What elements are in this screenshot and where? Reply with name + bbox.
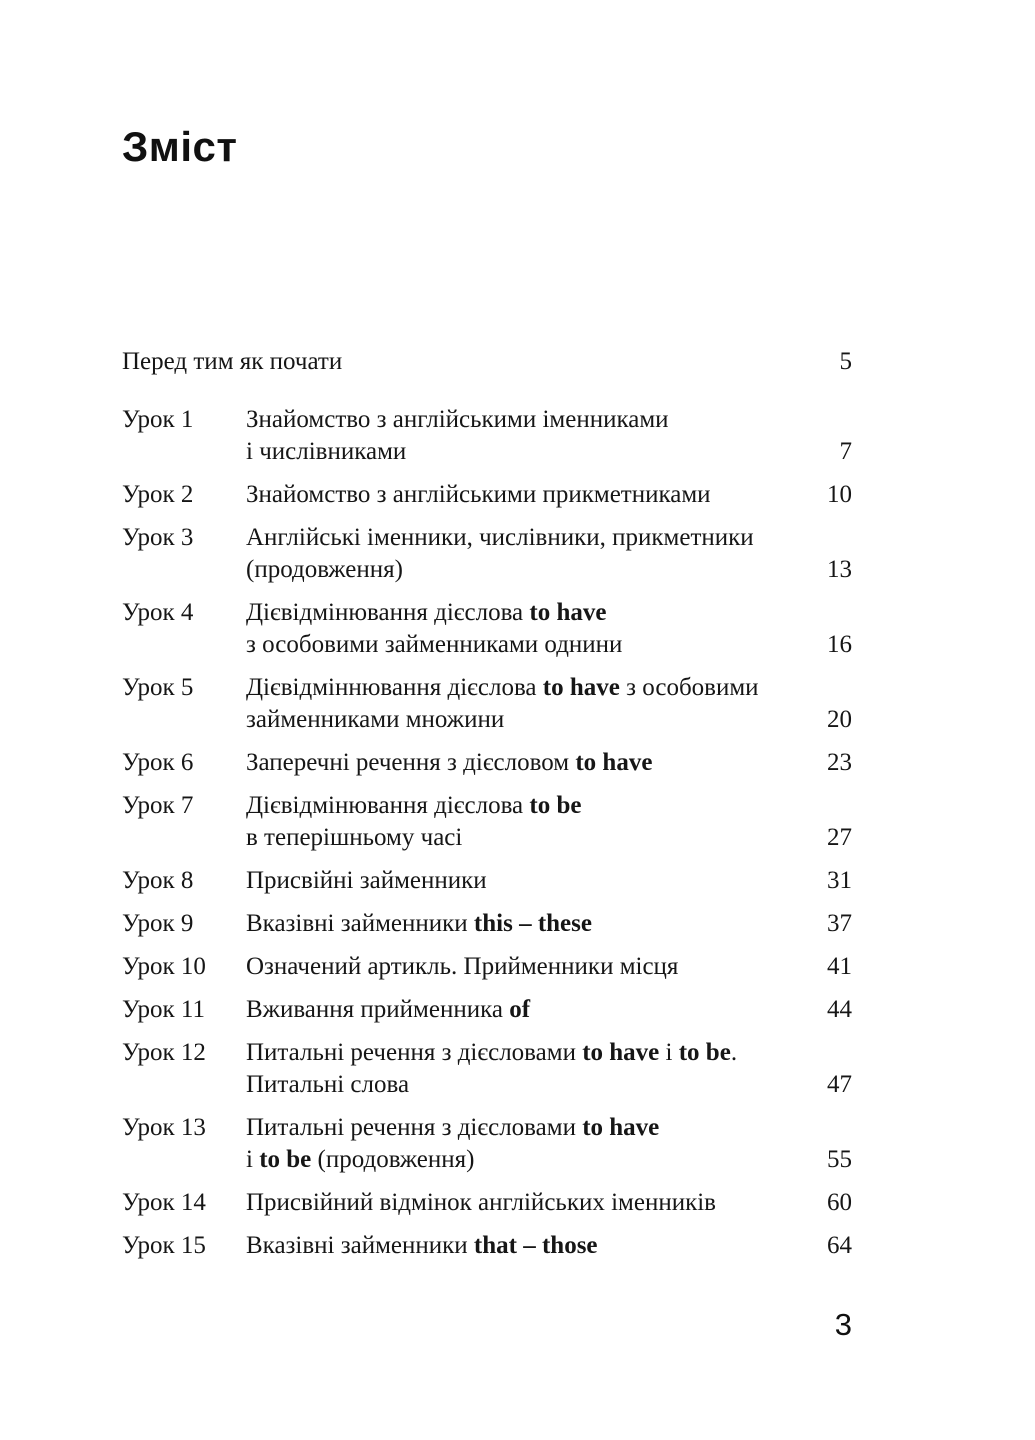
toc-bold-term: to have bbox=[582, 1114, 660, 1141]
toc-entry-title bbox=[246, 994, 790, 1026]
toc-text: Дієвідмінювання дієслова bbox=[246, 599, 530, 626]
toc-entry-label: Урок 8 bbox=[122, 867, 194, 894]
toc-entry-line bbox=[246, 1112, 790, 1144]
toc-entry bbox=[122, 346, 852, 378]
toc-entry-page: 5 bbox=[839, 348, 852, 375]
toc-entry-label: Урок 2 bbox=[122, 481, 194, 508]
toc-text: і числівниками bbox=[246, 438, 407, 465]
toc-entry-title bbox=[246, 404, 790, 468]
toc-entry-line bbox=[246, 1187, 790, 1219]
toc-entry-title bbox=[246, 522, 790, 586]
toc-entry-line bbox=[246, 597, 790, 629]
toc-entry-title bbox=[246, 1037, 790, 1101]
toc-entry-title bbox=[246, 790, 790, 854]
toc-entry bbox=[122, 865, 852, 897]
toc-text: займенниками множини bbox=[246, 706, 505, 733]
toc-list bbox=[122, 346, 852, 1262]
toc-entry-label: Урок 9 bbox=[122, 910, 194, 937]
toc-entry-page: 47 bbox=[827, 1071, 852, 1098]
toc-entry-label: Урок 10 bbox=[122, 953, 206, 980]
toc-entry bbox=[122, 747, 852, 779]
toc-entry bbox=[122, 790, 852, 854]
toc-entry-title bbox=[246, 479, 790, 511]
toc-entry-title bbox=[246, 1230, 790, 1262]
toc-text: Дієвідмінювання дієслова bbox=[246, 792, 530, 819]
toc-text: Вказівні займенники bbox=[246, 910, 474, 937]
toc-bold-term: to be bbox=[678, 1039, 731, 1066]
toc-entry bbox=[122, 522, 852, 586]
toc-text: в теперішньому часі bbox=[246, 824, 463, 851]
toc-entry-page: 55 bbox=[827, 1146, 852, 1173]
toc-entry-line bbox=[246, 790, 790, 822]
toc-entry-page: 64 bbox=[827, 1232, 852, 1259]
toc-entry-line bbox=[246, 908, 790, 940]
toc-bold-term: to have bbox=[575, 749, 653, 776]
toc-entry bbox=[122, 1037, 852, 1101]
footer-page-number: 3 bbox=[834, 1307, 852, 1342]
toc-entry bbox=[122, 479, 852, 511]
toc-entry-label: Урок 3 bbox=[122, 524, 194, 551]
toc-text: Присвійний відмінок англійських іменників bbox=[246, 1189, 716, 1216]
toc-text: Питальні речення з дієсловами bbox=[246, 1039, 583, 1066]
toc-entry-title bbox=[246, 951, 790, 983]
toc-text: (продовження) bbox=[246, 556, 403, 583]
toc-entry-line bbox=[246, 994, 790, 1026]
toc-text: і bbox=[246, 1146, 260, 1173]
toc-entry-page: 20 bbox=[827, 706, 852, 733]
toc-entry-page: 60 bbox=[827, 1189, 852, 1216]
toc-entry-label: Урок 13 bbox=[122, 1114, 206, 1141]
toc-entry bbox=[122, 1230, 852, 1262]
toc-entry-page: 41 bbox=[827, 953, 852, 980]
toc-text: Вживання прийменника bbox=[246, 996, 510, 1023]
toc-entry-page: 27 bbox=[827, 824, 852, 851]
toc-entry bbox=[122, 951, 852, 983]
toc-text: з особовими bbox=[619, 674, 759, 701]
toc-entry bbox=[122, 1187, 852, 1219]
toc-entry-label: Урок 4 bbox=[122, 599, 194, 626]
toc-entry-label: Урок 7 bbox=[122, 792, 194, 819]
toc-entry-label: Урок 11 bbox=[122, 996, 205, 1023]
toc-text: Англійські іменники, числівники, прикметники bbox=[246, 524, 754, 551]
toc-entry-page: 31 bbox=[827, 867, 852, 894]
toc-text: Питальні речення з дієсловами bbox=[246, 1114, 583, 1141]
toc-entry-title bbox=[246, 865, 790, 897]
toc-entry-title bbox=[246, 908, 790, 940]
toc-text: Вказівні займенники bbox=[246, 1232, 474, 1259]
toc-bold-term: to be bbox=[259, 1146, 312, 1173]
toc-entry-page: 44 bbox=[827, 996, 852, 1023]
toc-entry-page: 16 bbox=[827, 631, 852, 658]
toc-entry bbox=[122, 404, 852, 468]
toc-entry-line bbox=[246, 1144, 790, 1176]
toc-entry-line bbox=[246, 951, 790, 983]
toc-bold-term: that – those bbox=[473, 1232, 598, 1259]
toc-entry-line bbox=[246, 629, 790, 661]
toc-text: Дієвідміннювання дієслова bbox=[246, 674, 543, 701]
toc-entry-line bbox=[122, 346, 790, 378]
toc-text: Присвійні займенники bbox=[246, 867, 487, 894]
toc-entry-title bbox=[122, 346, 790, 378]
toc-entry-label: Урок 5 bbox=[122, 674, 194, 701]
toc-entry bbox=[122, 1112, 852, 1176]
toc-entry-page: 13 bbox=[827, 556, 852, 583]
toc-bold-term: to have bbox=[542, 674, 620, 701]
toc-bold-term: this – these bbox=[473, 910, 592, 937]
toc-entry bbox=[122, 994, 852, 1026]
toc-text: (продовження) bbox=[311, 1146, 475, 1173]
toc-entry bbox=[122, 908, 852, 940]
toc-text: Знайомство з англійськими іменниками bbox=[246, 406, 669, 433]
toc-text: і bbox=[659, 1039, 679, 1066]
toc-entry-label: Урок 6 bbox=[122, 749, 194, 776]
toc-entry-line bbox=[246, 522, 790, 554]
toc-entry-label: Урок 15 bbox=[122, 1232, 206, 1259]
toc-entry-label: Урок 14 bbox=[122, 1189, 206, 1216]
toc-entry bbox=[122, 597, 852, 661]
toc-entry-line bbox=[246, 479, 790, 511]
toc-entry-title bbox=[246, 1112, 790, 1176]
toc-text: Означений артикль. Прийменники місця bbox=[246, 953, 679, 980]
toc-entry-title bbox=[246, 672, 790, 736]
toc-bold-term: to be bbox=[529, 792, 582, 819]
toc-entry-page: 7 bbox=[839, 438, 852, 465]
toc-bold-term: of bbox=[509, 996, 531, 1023]
toc-entry-line bbox=[246, 747, 790, 779]
toc-entry bbox=[122, 672, 852, 736]
toc-bold-term: to have bbox=[529, 599, 607, 626]
toc-entry-line bbox=[246, 554, 790, 586]
toc-entry-title bbox=[246, 597, 790, 661]
toc-entry-line bbox=[246, 1037, 790, 1069]
toc-text: Знайомство з англійськими прикметниками bbox=[246, 481, 711, 508]
toc-entry-label: Урок 12 bbox=[122, 1039, 206, 1066]
toc-entry-page: 23 bbox=[827, 749, 852, 776]
toc-entry-line bbox=[246, 436, 790, 468]
page-title: Зміст bbox=[122, 123, 238, 170]
toc-entry-line bbox=[246, 672, 790, 704]
toc-entry-page: 10 bbox=[827, 481, 852, 508]
toc-text: Перед тим як почати bbox=[122, 348, 343, 375]
toc-entry-title bbox=[246, 747, 790, 779]
toc-text: . bbox=[730, 1039, 738, 1066]
toc-entry-line bbox=[246, 865, 790, 897]
toc-entry-page: 37 bbox=[827, 910, 852, 937]
toc-bold-term: to have bbox=[582, 1039, 660, 1066]
toc-entry-label: Урок 1 bbox=[122, 406, 194, 433]
toc-entry-line bbox=[246, 1230, 790, 1262]
toc-text: Питальні слова bbox=[246, 1071, 410, 1098]
toc-entry-line bbox=[246, 404, 790, 436]
toc-entry-title bbox=[246, 1187, 790, 1219]
toc-entry-line bbox=[246, 704, 790, 736]
toc-entry-line bbox=[246, 822, 790, 854]
toc-text: Заперечні речення з дієсловом bbox=[246, 749, 576, 776]
toc-text: з особовими займенниками однини bbox=[246, 631, 623, 658]
toc-entry-line bbox=[246, 1069, 790, 1101]
